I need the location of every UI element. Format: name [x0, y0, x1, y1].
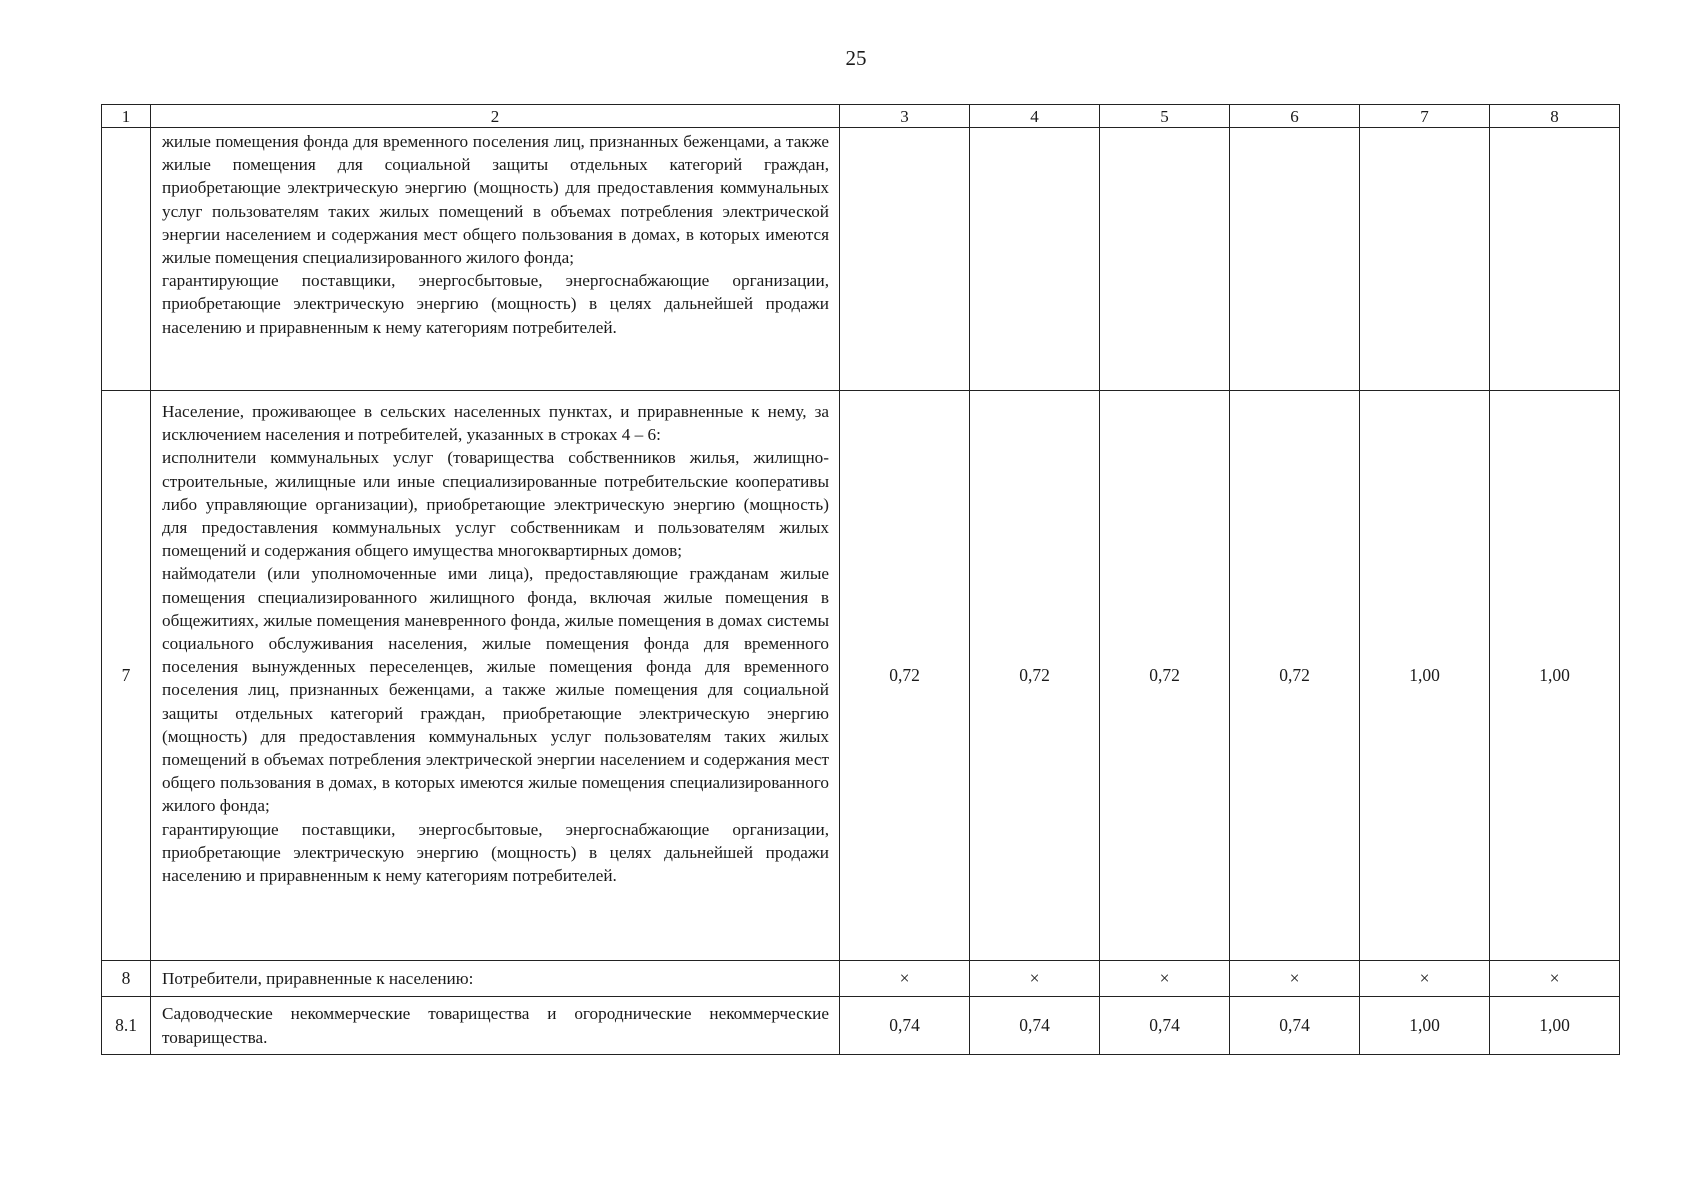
value-cell: 1,00 — [1360, 391, 1490, 961]
value-cell: 0,72 — [1100, 391, 1230, 961]
value-cell: 0,72 — [970, 391, 1100, 961]
description-paragraph: гарантирующие поставщики, энергосбытовые, энергоснабжающие организации, приобретающие электрическую энергию (мощность) в целях дальнейшей продажи населению и приравненным к нему категориям потребителей. — [162, 819, 829, 886]
value-cell — [970, 128, 1100, 391]
value-cell: 1,00 — [1490, 997, 1620, 1055]
value-cell: × — [970, 961, 1100, 997]
description-paragraph: жилые помещения фонда для временного поселения лиц, признанных беженцами, а также жилые помещения для социальной защиты отдельных категорий граждан, приобретающие электрическую энергию (мощность) для предоставления коммунальных услуг пользователям таких жилых помещений в объемах потребления электрической энергии населением и содержания мест общего пользования в домах, в которых имеются жилые помещения специализированного жилого фонда; — [162, 132, 829, 268]
row-description — [151, 391, 840, 961]
value-cell — [1490, 128, 1620, 391]
row-description — [151, 961, 840, 997]
value-cell: × — [1360, 961, 1490, 997]
header-cell: 6 — [1230, 105, 1360, 128]
value-cell: 0,74 — [1230, 997, 1360, 1055]
row-number — [102, 128, 151, 391]
value-cell: 0,72 — [840, 391, 970, 961]
row-number: 8.1 — [102, 997, 151, 1055]
row-number: 8 — [102, 961, 151, 997]
page-number: 25 — [845, 46, 867, 70]
row-description — [151, 128, 840, 391]
description-paragraph: Население, проживающее в сельских населенных пунктах, и приравненные к нему, за исключением населения и потребителей, указанных в строках 4 – 6: — [162, 402, 829, 445]
description-paragraph: исполнители коммунальных услуг (товарищества собственников жилья, жилищно-строительные, жилищные или иные специализированные потребительские кооперативы либо управляющие организации), приобретающие электрическую энергию (мощность) для предоставления коммунальных услуг собственникам и пользователям жилых помещений и содержания общего имущества многоквартирных домов; — [162, 448, 829, 561]
value-cell: 1,00 — [1490, 391, 1620, 961]
value-cell — [1360, 128, 1490, 391]
header-cell: 1 — [102, 105, 151, 128]
value-cell: 0,72 — [1230, 391, 1360, 961]
table-row — [102, 128, 1620, 391]
value-cell: × — [840, 961, 970, 997]
value-cell: 0,74 — [840, 997, 970, 1055]
value-cell: × — [1230, 961, 1360, 997]
description-paragraph: гарантирующие поставщики, энергосбытовые, энергоснабжающие организации, приобретающие электрическую энергию (мощность) в целях дальнейшей продажи населению и приравненным к нему категориям потребителей. — [162, 271, 829, 337]
header-cell: 2 — [151, 105, 840, 128]
description-paragraph: наймодатели (или уполномоченные ими лица), предоставляющие гражданам жилые помещения специализированного жилищного фонда, включая жилые помещения в общежитиях, жилые помещения маневренного фонда, жилые помещения в домах системы социального обслуживания населения, жилые помещения фонда для временного поселения вынужденных переселенцев, жилые помещения фонда для временного поселения лиц, признанных беженцами, а также жилые помещения для социальной защиты отдельных категорий граждан, приобретающие электрическую энергию (мощность) для предоставления коммунальных услуг пользователям таких жилых помещений в объемах потребления электрической энергии населением и содержания мест общего пользования в домах, в которых имеются жилые помещения специализированного жилого фонда; — [162, 564, 829, 816]
row-description — [151, 997, 840, 1055]
value-cell: 0,74 — [1100, 997, 1230, 1055]
value-cell — [840, 128, 970, 391]
value-cell — [1100, 128, 1230, 391]
table-row — [102, 391, 1620, 961]
value-cell — [1230, 128, 1360, 391]
table-header-row — [102, 105, 1620, 128]
description-paragraph: Садоводческие некоммерческие товарищества и огороднические некоммерческие товарищества. — [162, 1004, 829, 1047]
header-cell: 4 — [970, 105, 1100, 128]
header-cell: 8 — [1490, 105, 1620, 128]
value-cell: × — [1100, 961, 1230, 997]
value-cell: × — [1490, 961, 1620, 997]
header-cell: 7 — [1360, 105, 1490, 128]
header-cell: 5 — [1100, 105, 1230, 128]
table-row — [102, 997, 1620, 1055]
value-cell: 0,74 — [970, 997, 1100, 1055]
tariff-table — [101, 104, 1620, 1055]
value-cell: 1,00 — [1360, 997, 1490, 1055]
header-cell: 3 — [840, 105, 970, 128]
table-row — [102, 961, 1620, 997]
description-paragraph: Потребители, приравненные к населению: — [162, 968, 474, 988]
row-number: 7 — [102, 391, 151, 961]
